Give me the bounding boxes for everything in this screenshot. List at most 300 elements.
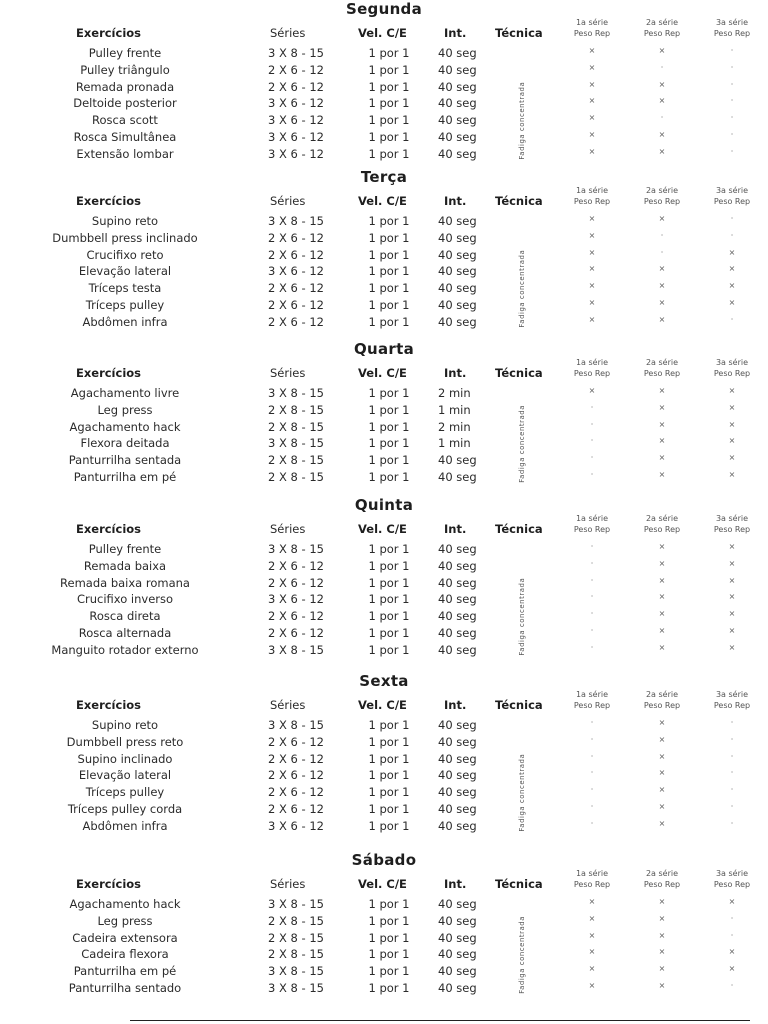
set-mark: · — [590, 402, 594, 412]
velocity-value: 1 por 1 — [368, 558, 410, 573]
velocity-value: 1 por 1 — [368, 818, 410, 833]
velocity-value: 1 por 1 — [368, 981, 410, 995]
header-exercicios: Exercícios — [76, 366, 142, 380]
header-set2: 2a série — [645, 358, 679, 367]
set-mark: · — [660, 62, 664, 72]
exercise-name: Rosca direta — [89, 609, 161, 624]
set-mark: · — [730, 981, 734, 990]
table-row — [0, 947, 768, 964]
set-mark: × — [658, 79, 666, 89]
interval-value: 40 seg — [438, 609, 477, 624]
exercise-name: Cadeira extensora — [72, 930, 178, 945]
day-title: Terça — [360, 168, 408, 186]
set-mark: · — [590, 470, 594, 479]
set-mark: × — [658, 768, 666, 778]
velocity-value: 1 por 1 — [368, 298, 410, 312]
exercise-name: Tríceps pulley — [85, 785, 165, 800]
series-value: 3 X 6 - 12 — [268, 818, 324, 833]
header-exercicios: Exercícios — [76, 877, 142, 891]
set-mark: × — [588, 214, 596, 223]
header-peso-rep: Peso Rep — [713, 880, 751, 889]
set-mark: × — [728, 281, 736, 291]
table-row — [0, 819, 768, 836]
set-mark: × — [658, 214, 666, 223]
header-int: Int. — [444, 366, 467, 380]
table-row — [0, 248, 768, 265]
set-mark: × — [658, 575, 666, 585]
header-series: Séries — [270, 26, 306, 40]
header-vel: Vel. C/E — [358, 522, 407, 536]
set-mark: × — [588, 897, 596, 906]
table-row — [0, 46, 768, 63]
series-value: 2 X 6 - 12 — [268, 558, 324, 573]
series-value: 2 X 6 - 12 — [268, 609, 324, 624]
day-block — [0, 168, 768, 336]
header-peso-rep: Peso Rep — [573, 369, 611, 378]
interval-value: 40 seg — [438, 802, 477, 816]
series-value: 2 X 8 - 15 — [268, 947, 324, 962]
tecnica-label: Fadiga concentrada — [518, 753, 526, 832]
set-mark: · — [590, 609, 594, 619]
header-tecnica: Técnica — [495, 194, 543, 208]
exercise-name: Dumbbell press reto — [66, 734, 184, 749]
set-mark: × — [658, 386, 666, 395]
table-row — [0, 281, 768, 298]
set-mark: × — [658, 558, 666, 568]
interval-value: 40 seg — [438, 642, 477, 657]
series-value: 3 X 6 - 12 — [268, 96, 324, 111]
set-mark: × — [728, 247, 736, 257]
table-row — [0, 576, 768, 593]
velocity-value: 1 por 1 — [368, 930, 410, 945]
set-mark: · — [730, 79, 734, 89]
set-mark: × — [728, 642, 736, 652]
interval-value: 40 seg — [438, 96, 477, 111]
exercise-name: Flexora deitada — [80, 436, 170, 451]
set-mark: × — [728, 575, 736, 585]
set-mark: × — [658, 96, 666, 106]
interval-value: 40 seg — [438, 626, 477, 640]
set-mark: · — [590, 419, 594, 429]
set-mark: × — [588, 230, 596, 240]
day-block — [0, 496, 768, 664]
exercise-name: Pulley frente — [88, 542, 162, 556]
interval-value: 40 seg — [438, 230, 477, 245]
set-mark: × — [728, 402, 736, 412]
header-tecnica: Técnica — [495, 698, 543, 712]
series-value: 3 X 8 - 15 — [268, 964, 324, 979]
series-value: 2 X 8 - 15 — [268, 930, 324, 945]
interval-value: 40 seg — [438, 146, 477, 161]
set-mark: · — [590, 718, 594, 727]
header-peso-rep: Peso Rep — [643, 369, 681, 378]
exercise-name: Dumbbell press inclinado — [52, 230, 198, 245]
header-tecnica: Técnica — [495, 366, 543, 380]
header-int: Int. — [444, 522, 467, 536]
table-row — [0, 96, 768, 113]
set-mark: · — [590, 785, 594, 795]
set-mark: × — [658, 592, 666, 602]
tecnica-label: Fadiga concentrada — [518, 81, 526, 160]
series-value: 3 X 8 - 15 — [268, 542, 324, 556]
set-mark: · — [730, 802, 734, 811]
set-mark: × — [588, 386, 596, 395]
header-set2: 2a série — [645, 514, 679, 523]
table-row — [0, 802, 768, 819]
table-row — [0, 981, 768, 998]
set-mark: · — [730, 734, 734, 744]
set-mark: × — [658, 981, 666, 990]
interval-value: 40 seg — [438, 913, 477, 928]
set-mark: × — [658, 785, 666, 795]
interval-value: 2 min — [438, 419, 471, 434]
series-value: 2 X 8 - 15 — [268, 419, 324, 434]
header-exercicios: Exercícios — [76, 522, 142, 536]
table-row — [0, 914, 768, 931]
series-value: 2 X 6 - 12 — [268, 768, 324, 783]
set-mark: · — [590, 818, 594, 828]
set-mark: × — [588, 247, 596, 257]
set-mark: × — [728, 453, 736, 463]
set-mark: · — [730, 913, 734, 923]
header-set1: 1a série — [575, 358, 609, 367]
day-title: Quarta — [353, 340, 415, 358]
exercise-name: Panturrilha sentado — [68, 981, 182, 995]
tecnica-label: Fadiga concentrada — [518, 577, 526, 656]
interval-value: 1 min — [438, 436, 471, 451]
velocity-value: 1 por 1 — [368, 130, 410, 144]
set-mark: × — [728, 386, 736, 395]
set-mark: × — [658, 642, 666, 652]
table-row — [0, 735, 768, 752]
header-int: Int. — [444, 26, 467, 40]
table-row — [0, 643, 768, 660]
velocity-value: 1 por 1 — [368, 626, 410, 640]
interval-value: 40 seg — [438, 113, 477, 128]
interval-value: 40 seg — [438, 453, 477, 468]
set-mark: × — [658, 402, 666, 412]
set-mark: · — [730, 230, 734, 240]
exercise-name: Extensão lombar — [76, 146, 174, 161]
set-mark: × — [658, 751, 666, 761]
set-mark: × — [728, 609, 736, 619]
set-mark: × — [658, 46, 666, 55]
header-peso-rep: Peso Rep — [713, 29, 751, 38]
series-value: 3 X 8 - 15 — [268, 642, 324, 657]
series-value: 2 X 6 - 12 — [268, 751, 324, 766]
velocity-value: 1 por 1 — [368, 913, 410, 928]
table-row — [0, 897, 768, 914]
series-value: 3 X 6 - 12 — [268, 113, 324, 128]
interval-value: 40 seg — [438, 558, 477, 573]
set-mark: × — [588, 281, 596, 291]
interval-value: 1 min — [438, 402, 471, 417]
table-row — [0, 453, 768, 470]
table-row — [0, 559, 768, 576]
set-mark: × — [658, 718, 666, 727]
table-row — [0, 609, 768, 626]
set-mark: · — [730, 62, 734, 72]
set-mark: × — [588, 96, 596, 106]
table-row — [0, 785, 768, 802]
velocity-value: 1 por 1 — [368, 575, 410, 590]
set-mark: × — [728, 436, 736, 446]
series-value: 2 X 6 - 12 — [268, 79, 324, 94]
header-peso-rep: Peso Rep — [573, 197, 611, 206]
interval-value: 40 seg — [438, 930, 477, 945]
set-mark: × — [658, 146, 666, 156]
header-set2: 2a série — [645, 18, 679, 27]
series-value: 2 X 8 - 15 — [268, 402, 324, 417]
set-mark: × — [588, 964, 596, 974]
table-row — [0, 63, 768, 80]
series-value: 3 X 8 - 15 — [268, 718, 324, 732]
series-value: 3 X 6 - 12 — [268, 146, 324, 161]
header-set1: 1a série — [575, 690, 609, 699]
exercise-name: Agachamento hack — [69, 419, 181, 434]
interval-value: 40 seg — [438, 575, 477, 590]
set-mark: · — [660, 230, 664, 240]
table-row — [0, 768, 768, 785]
header-peso-rep: Peso Rep — [573, 29, 611, 38]
interval-value: 40 seg — [438, 314, 477, 329]
exercise-name: Crucifixo inverso — [76, 592, 174, 607]
header-peso-rep: Peso Rep — [643, 701, 681, 710]
header-tecnica: Técnica — [495, 26, 543, 40]
set-mark: × — [728, 626, 736, 635]
series-value: 2 X 6 - 12 — [268, 298, 324, 312]
set-mark: × — [658, 626, 666, 635]
exercise-name: Remada pronada — [75, 79, 175, 94]
interval-value: 40 seg — [438, 130, 477, 144]
series-value: 3 X 8 - 15 — [268, 46, 324, 60]
header-set3: 3a série — [715, 514, 749, 523]
interval-value: 40 seg — [438, 470, 477, 484]
set-mark: × — [658, 470, 666, 479]
day-block — [0, 0, 768, 168]
header-int: Int. — [444, 877, 467, 891]
exercise-name: Tríceps pulley corda — [67, 802, 183, 816]
velocity-value: 1 por 1 — [368, 453, 410, 468]
header-int: Int. — [444, 698, 467, 712]
velocity-value: 1 por 1 — [368, 96, 410, 111]
set-mark: · — [730, 751, 734, 761]
interval-value: 40 seg — [438, 947, 477, 962]
exercise-name: Rosca alternada — [78, 626, 172, 640]
interval-value: 40 seg — [438, 62, 477, 77]
exercise-name: Abdômen infra — [82, 818, 168, 833]
velocity-value: 1 por 1 — [368, 897, 410, 911]
set-mark: × — [728, 964, 736, 974]
velocity-value: 1 por 1 — [368, 281, 410, 296]
table-row — [0, 752, 768, 769]
header-vel: Vel. C/E — [358, 194, 407, 208]
set-mark: · — [730, 96, 734, 106]
header-vel: Vel. C/E — [358, 26, 407, 40]
interval-value: 40 seg — [438, 247, 477, 262]
header-tecnica: Técnica — [495, 522, 543, 536]
exercise-name: Supino inclinado — [77, 751, 173, 766]
velocity-value: 1 por 1 — [368, 113, 410, 128]
set-mark: × — [728, 897, 736, 906]
set-mark: · — [730, 314, 734, 324]
header-peso-rep: Peso Rep — [573, 525, 611, 534]
velocity-value: 1 por 1 — [368, 79, 410, 94]
exercise-name: Crucifixo reto — [86, 247, 164, 262]
series-value: 2 X 6 - 12 — [268, 62, 324, 77]
set-mark: × — [728, 947, 736, 957]
table-row — [0, 592, 768, 609]
set-mark: · — [590, 558, 594, 568]
interval-value: 40 seg — [438, 964, 477, 979]
series-value: 2 X 8 - 15 — [268, 453, 324, 468]
header-peso-rep: Peso Rep — [713, 369, 751, 378]
day-block — [0, 851, 768, 1002]
set-mark: × — [658, 298, 666, 307]
set-mark: × — [588, 314, 596, 324]
series-value: 3 X 8 - 15 — [268, 436, 324, 451]
exercise-name: Supino reto — [91, 718, 159, 732]
table-row — [0, 315, 768, 332]
table-row — [0, 403, 768, 420]
velocity-value: 1 por 1 — [368, 436, 410, 451]
table-row — [0, 420, 768, 437]
velocity-value: 1 por 1 — [368, 46, 410, 60]
exercise-name: Elevação lateral — [78, 264, 172, 279]
series-value: 2 X 6 - 12 — [268, 281, 324, 296]
velocity-value: 1 por 1 — [368, 230, 410, 245]
set-mark: × — [728, 298, 736, 307]
header-peso-rep: Peso Rep — [713, 525, 751, 534]
tecnica-label: Fadiga concentrada — [518, 915, 526, 994]
header-series: Séries — [270, 522, 306, 536]
series-value: 2 X 8 - 15 — [268, 470, 324, 484]
series-value: 3 X 6 - 12 — [268, 592, 324, 607]
series-value: 2 X 8 - 15 — [268, 913, 324, 928]
header-set3: 3a série — [715, 18, 749, 27]
exercise-name: Cadeira flexora — [81, 947, 169, 962]
header-exercicios: Exercícios — [76, 698, 142, 712]
set-mark: × — [588, 913, 596, 923]
set-mark: × — [588, 264, 596, 274]
table-row — [0, 436, 768, 453]
velocity-value: 1 por 1 — [368, 734, 410, 749]
header-peso-rep: Peso Rep — [643, 29, 681, 38]
interval-value: 40 seg — [438, 751, 477, 766]
tecnica-label: Fadiga concentrada — [518, 249, 526, 328]
interval-value: 40 seg — [438, 981, 477, 995]
set-mark: × — [588, 130, 596, 139]
set-mark: × — [728, 558, 736, 568]
set-mark: × — [588, 930, 596, 940]
header-vel: Vel. C/E — [358, 366, 407, 380]
exercise-name: Abdômen infra — [82, 314, 168, 329]
interval-value: 40 seg — [438, 768, 477, 783]
set-mark: × — [658, 436, 666, 446]
table-row — [0, 931, 768, 948]
set-mark: · — [730, 113, 734, 123]
exercise-name: Leg press — [97, 913, 153, 928]
set-mark: × — [658, 947, 666, 957]
header-exercicios: Exercícios — [76, 194, 142, 208]
set-mark: · — [590, 802, 594, 811]
header-set1: 1a série — [575, 869, 609, 878]
interval-value: 40 seg — [438, 718, 477, 732]
set-mark: × — [658, 314, 666, 324]
set-mark: × — [658, 264, 666, 274]
interval-value: 40 seg — [438, 46, 477, 60]
velocity-value: 1 por 1 — [368, 264, 410, 279]
header-peso-rep: Peso Rep — [643, 197, 681, 206]
table-row — [0, 542, 768, 559]
set-mark: × — [658, 802, 666, 811]
header-peso-rep: Peso Rep — [713, 197, 751, 206]
set-mark: × — [658, 453, 666, 463]
velocity-value: 1 por 1 — [368, 785, 410, 800]
set-mark: × — [658, 419, 666, 429]
velocity-value: 1 por 1 — [368, 592, 410, 607]
set-mark: · — [590, 734, 594, 744]
exercise-name: Leg press — [97, 402, 153, 417]
set-mark: × — [588, 79, 596, 89]
velocity-value: 1 por 1 — [368, 802, 410, 816]
day-block — [0, 340, 768, 491]
velocity-value: 1 por 1 — [368, 642, 410, 657]
header-vel: Vel. C/E — [358, 877, 407, 891]
header-series: Séries — [270, 698, 306, 712]
velocity-value: 1 por 1 — [368, 314, 410, 329]
set-mark: · — [590, 542, 594, 551]
table-row — [0, 80, 768, 97]
velocity-value: 1 por 1 — [368, 768, 410, 783]
exercise-name: Manguito rotador externo — [51, 642, 199, 657]
table-row — [0, 264, 768, 281]
exercise-name: Panturrilha em pé — [73, 470, 177, 484]
exercise-name: Panturrilha sentada — [68, 453, 182, 468]
exercise-name: Agachamento livre — [70, 386, 180, 400]
header-series: Séries — [270, 366, 306, 380]
header-set2: 2a série — [645, 869, 679, 878]
set-mark: × — [728, 264, 736, 274]
exercise-name: Elevação lateral — [78, 768, 172, 783]
set-mark: · — [590, 626, 594, 635]
interval-value: 40 seg — [438, 264, 477, 279]
exercise-name: Tríceps testa — [88, 281, 162, 296]
exercise-name: Agachamento hack — [69, 897, 181, 911]
set-mark: × — [728, 470, 736, 479]
exercise-name: Remada baixa romana — [60, 575, 190, 590]
header-vel: Vel. C/E — [358, 698, 407, 712]
velocity-value: 1 por 1 — [368, 62, 410, 77]
series-value: 2 X 6 - 12 — [268, 230, 324, 245]
series-value: 3 X 8 - 15 — [268, 214, 324, 228]
header-set2: 2a série — [645, 690, 679, 699]
exercise-name: Tríceps pulley — [85, 298, 165, 312]
series-value: 2 X 6 - 12 — [268, 802, 324, 816]
set-mark: × — [658, 281, 666, 291]
header-series: Séries — [270, 877, 306, 891]
header-set3: 3a série — [715, 690, 749, 699]
velocity-value: 1 por 1 — [368, 402, 410, 417]
table-row — [0, 964, 768, 981]
set-mark: · — [590, 453, 594, 463]
set-mark: · — [590, 642, 594, 652]
table-row — [0, 386, 768, 403]
tecnica-label: Fadiga concentrada — [518, 404, 526, 483]
set-mark: × — [658, 913, 666, 923]
velocity-value: 1 por 1 — [368, 146, 410, 161]
set-mark: · — [730, 785, 734, 795]
